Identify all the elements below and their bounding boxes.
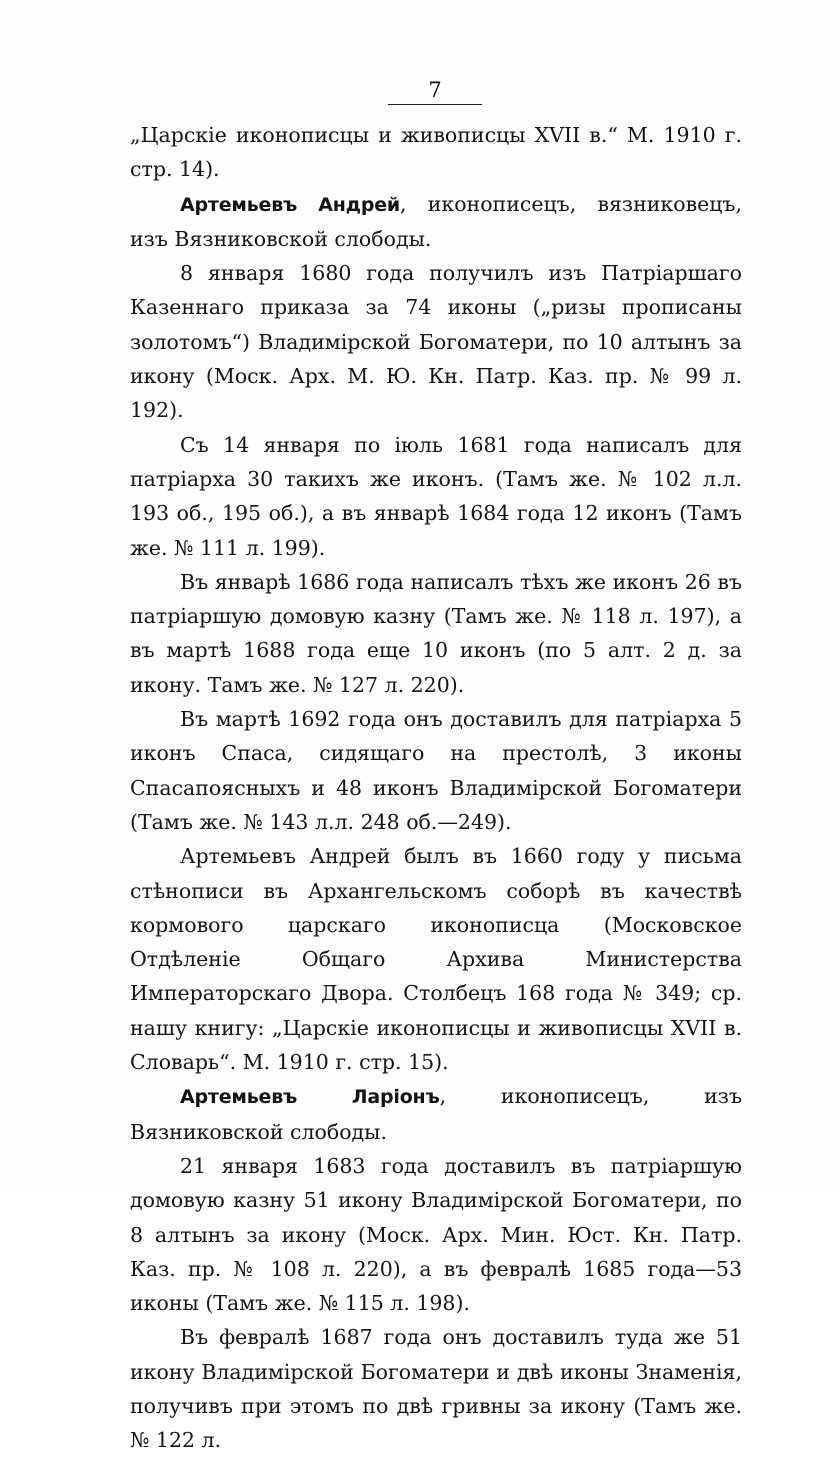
entry-name: Артемьевъ Ларіонъ <box>180 1086 440 1109</box>
entry-heading-artemiev-andrei: Артемьевъ Андрей, иконописецъ, вязниковецъ, изъ Вязниковской слободы. <box>130 191 742 251</box>
paragraph: 8 января 1680 года получилъ изъ Патріаршаго Казеннаго приказа за 74 иконы („ризы прописаны золотомъ“) Владимірской Богоматери, по 10 алтынъ за икону (Моск. Арх. М. Ю. Кн. Патр. Каз. пр. № 99 л. 192). <box>130 261 742 423</box>
body-text <box>130 118 742 1458</box>
paragraph: Съ 14 января по іюль 1681 года написалъ для патріарха 30 такихъ же иконъ. (Тамъ же. № 102 л.л. 193 об., 195 об.), а въ январѣ 1684 года 12 иконъ (Тамъ же. № 111 л. 199). <box>130 432 742 560</box>
paragraph-continuation: „Царскіе иконописцы и живописцы XVII в.“ М. 1910 г. стр. 14). <box>130 123 742 182</box>
paragraph: Въ январѣ 1686 года написалъ тѣхъ же иконъ 26 въ патріаршую домовую казну (Тамъ же. № 118 л. 197), а въ мартѣ 1688 года еще 10 иконъ (по 5 алт. 2 д. за икону. Тамъ же. № 127 л. 220). <box>130 569 742 697</box>
entry-name: Артемьевъ Андрей <box>180 193 401 216</box>
paragraph: Въ февралѣ 1687 года онъ доставилъ туда же 51 икону Владимірской Богоматери и двѣ иконы Знаменія, получивъ при этомъ по двѣ гривны за икону (Тамъ же. № 122 л. <box>130 1325 742 1453</box>
paragraph: Артемьевъ Андрей былъ въ 1660 году у письма стѣнописи въ Архангельскомъ соборѣ въ качествѣ кормового царскаго иконописца (Московское Отдѣленіе Общаго Архива Министерства Императорскаго Двора. Столбецъ 168 года № 349; ср. нашу книгу: „Царскіе иконописцы и живописцы XVII в. Словарь“. М. 1910 г. стр. 15). <box>130 844 742 1075</box>
page-number: 7 <box>428 78 442 102</box>
paragraph: 21 января 1683 года доставилъ въ патріаршую домовую казну 51 икону Владимірской Богоматери, по 8 алтынъ за икону (Моск. Арх. Мин. Юст. Кн. Патр. Каз. пр. № 108 л. 220), а въ февралѣ 1685 года—53 иконы (Тамъ же. № 115 л. 198). <box>130 1153 742 1316</box>
header-rule <box>388 104 482 105</box>
entry-heading-artemiev-larion: Артемьевъ Ларіонъ, иконописецъ, изъ Вязниковской слободы. <box>130 1084 742 1144</box>
paragraph: Въ мартѣ 1692 года онъ доставилъ для патріарха 5 иконъ Спаса, сидящаго на престолѣ, 3 иконы Спасапоясныхъ и 48 иконъ Владимірской Богоматери (Тамъ же. № 143 л.л. 248 об.—249). <box>130 707 742 834</box>
